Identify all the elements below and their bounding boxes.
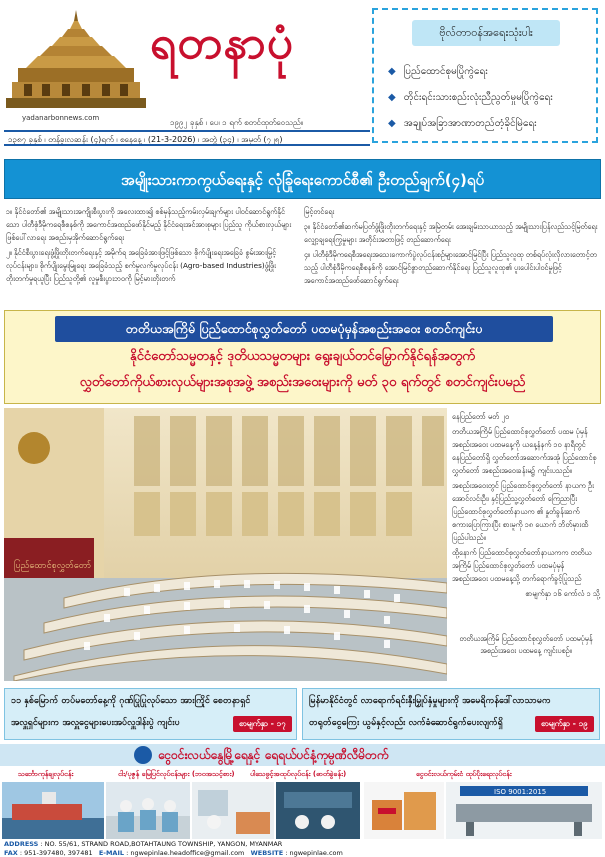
address-value: : NO. 55/61, STRAND ROAD,BOTAHTAUNG TOWNSHIP, YANGON, MYANMAR — [40, 840, 283, 848]
website-label: WEBSITE — [250, 849, 284, 857]
parliament-story-text — [452, 410, 600, 602]
lead-headline: အမျိုးသားကာကွယ်ရေးနှင့် လုံခြုံရေးကောင်စီ၏ ဦးတည်ချက်(၄)ရပ် — [4, 159, 601, 199]
company-advertisement — [0, 744, 605, 857]
photo-caption: တတိယအကြိမ် ပြည်ထောင်စုလွှတ်တော် ပထမပုံမှန်အစည်းအဝေး ပထမနေ့ ကျင်းပစဉ်။ — [459, 634, 593, 655]
diamond-bullet-icon: ◆ — [388, 92, 396, 103]
palace-logo-icon — [6, 10, 146, 110]
story-continued[interactable]: စာမျက်နှာ ၁၆ ကော်လံ ၁ သို့ — [525, 589, 600, 598]
lab-photo — [276, 782, 360, 839]
parliament-headline-box — [4, 310, 601, 404]
fax-label: FAX — [4, 849, 18, 857]
ad-company-name: ငွေဝင်းလယ်နွေမြို့ရေနှင့် ရေရယ်ပင်နံ့ကုမ္ပဏီလီမိတက် — [158, 748, 389, 762]
issue-info-bar: ၁၃၈၇ ခုနှစ် ၊ တန်ခူးလဆန်း (၄)ရက် ၊ စနေနေ့ ၊ (21-3-2026) ၊ အတွဲ (၃၄) ၊ အမှတ် (၇၂၅) — [4, 130, 370, 146]
company-logo-icon — [134, 746, 152, 764]
teaser-donation[interactable] — [4, 688, 297, 740]
parliament-subheadline-1: နိုင်ငံတော်သမ္မတနှင့် ဒုတိယသမ္မတများ ရွေးချယ်တင်မြှောက်နိုင်ရန်အတွက် — [129, 349, 476, 364]
objective-paragraph: ၃။ နိုင်ငံတော်၏ဆက်မပြတ်ဖွံ့ဖြိုးတိုးတက်ရေးနှင့် အမြဲတမ်း အေးချမ်းသာယာသည့် အမျိုးသားပြန်လည်သင့်မြတ်ရေး လျှော့ချရေးကြွမှုများ အတိုင်းအတာဖြင့် တည်ဆောက်ရေး — [304, 222, 598, 244]
website-value[interactable]: : ngwepinlae.com — [285, 849, 343, 857]
teaser-line: အလှူရှင်များက အလှူငွေများပေးအပ်လှူဒါန်းပွဲ ကျင်းပ — [11, 718, 180, 728]
ad-section-label: ငါး/ပုဇွန် မြေပြင်လုပ်ငန်းများ (ဘဝအသင့်စား) — [118, 770, 235, 778]
ad-contact-footer — [0, 840, 605, 857]
port-ship-photo — [2, 782, 104, 839]
objectives-right-column — [304, 205, 599, 289]
teaser-investment[interactable] — [302, 688, 600, 740]
website-url[interactable]: yadanarbonnews.com — [22, 114, 100, 122]
fish-factory-photo — [106, 782, 190, 839]
duty-box-title: ဗိုလ်တာဝန်အရေးသုံးပါး — [412, 20, 560, 46]
parliament-subheadline-2: လွှတ်တော်ကိုယ်စားလှယ်များအစုအဖွဲ့ အစည်းအဝေးများကို မတ် ၃၀ ရက်တွင် စတင်ကျင်းပမည် — [79, 375, 526, 390]
duty-item: ◆ ပြည်ထောင်စုမပြိုကွဲရေး — [388, 66, 488, 77]
objective-paragraph: ၄။ ပါတီစုံဒီမိုကရေစီအရေးအသေးကောက်ပွဲလုပ်ငန်းစဉ်များအောင်မြင်ပြီး ပြည်သူလူထု တစ်ရပ်လုံးလိုလားတောင့်တသည့် ပါတီစုံဒီမိုကရေစီစနစ်ကို အောင်မြင်စွာတည်ဆောက်နိုင်ရေး ပြည်သူလူထု၏ ပူးပေါင်းပါဝင်မှုဖြင့် အကောင်အထည်ဖော်ဆောင်ရွက်ရေး — [304, 250, 597, 285]
iso-badge: ISO 9001:2015 — [494, 788, 547, 796]
duty-item: ◆ အချုပ်အခြာအာဏာတည်တံ့ခိုင်မြဲရေး — [388, 118, 537, 129]
story-paragraph: အစည်းအဝေးတွင် ပြည်ထောင်စုလွှတ်တော် နာယက ဦးအောင်လင်းဦး၊ နှင့်ပြည်သူ့လွှတ်တော် ကြေညာပြီး ပြည်ထောင်စုလွှတ်တော်နာယက ၏ နှုတ်ခွန်းဆက်စကားပြောကြားပြီး စားမူကို ၁၈ ယောက် ဘိတ်မှားထိပြည်ပါသည်။ — [452, 481, 594, 542]
ad-section-label: သင်္ဘောကုန်ချလုပ်ငန်း — [18, 770, 74, 778]
teaser-line: ၁၁ နှစ်မြောက် တပ်မတော်နေ့ကို ဂုဏ်ပြုပြုလုပ်သော အားကြိုင် စေတနာရှင် — [11, 696, 251, 706]
parliament-headline: တတိယအကြိမ် ပြည်ထောင်စုလွှတ်တော် ပထမပုံမှန်အစည်းအဝေး စတင်ကျင်းပ — [55, 316, 553, 342]
ad-section-label: ငွေဝင်းလယ်ကုမ်းငံ ထုပ်ပိုးရေးလုပ်ငန်း — [416, 770, 512, 778]
seafood-processing-photo — [192, 782, 274, 839]
teaser-line: တရုတ်ငွေကြေး ယွမ်နှင့်လည်း လက်ခံဆောင်ရွက်ပေးလျက်ရှိ — [309, 718, 503, 728]
diamond-bullet-icon: ◆ — [388, 66, 396, 77]
story-paragraph: ထို့နောက် ပြည်ထောင်စုလွှတ်တော်နာယကက တတိယအကြိမ် ပြည်ထောင်စုလွှတ်တော် ပထမပုံမှန် အစည်းအဝေး ပထမနေ့သို့ တက်ရောက်ခွင့်ပြုသည် — [452, 548, 592, 583]
objective-paragraph: ၁။ နိုင်ငံတော်၏ အမျိုးသားအကျိုးစီးပွားကို အလေးထား၍ စစ်မှန်သည့်ကမ်းလှမ်းချက်များ ပါဝင်ဆောင်ရွက်နိုင်သော ပါတီစုံဒီမိုကရေစီစနစ်ကို အကောင်အထည်ဖော်နိုင်မည့် နိုင်ငံရေးအင်အားစုများ ပြည်သူ ကိုယ်စားလှယ်များဖြစ်ပေါ်လာရေး အစည်းမှအိုက်ဆောင်ရွက်ရေး — [6, 207, 292, 242]
packaging-machine-photo — [446, 782, 602, 839]
email-value[interactable]: : ngwepinlae.headoffice@gmail.com — [126, 849, 245, 857]
hall-sign: ပြည်ထောင်စုလွှတ်တော် — [14, 561, 92, 571]
story-paragraph: တတိယအကြိမ် ပြည်ထောင်စုလွှတ်တော် ပထမ ပုံမှန်အစည်းအဝေး ပထမနေ့ကို ယနေ့နံနက် ၁၀ နာရီတွင် နေပြည်တော်ရှိ လွှတ်တော်အဆောက်အအုံ ပြည်ထောင်စုလွှတ်တော် အစည်းအဝေးခန်းမ၌ ကျင်းပသည်။ — [452, 427, 597, 475]
teaser-page-badge[interactable]: စာမျက်နှာ - ၁၉ — [535, 716, 594, 732]
email-label: E-MAIL — [98, 849, 125, 857]
teaser-line: မြန်မာနိုင်ငံတွင် လာရောက်ရင်းနှီးမြှုပ်နှံမှုများကို အမေရိကန်ဒေါ်လာသာမက — [309, 696, 551, 706]
address-label: ADDRESS — [4, 840, 39, 848]
teaser-page-badge[interactable]: စာမျက်နှာ - ၁၇ — [233, 716, 292, 732]
ad-section-label: ပါသေဖွင့်အထုပ်လုပ်ငန်း (ဓာတ်ခွဲခန်း) — [250, 770, 347, 778]
objective-paragraph: မြင့်တင်ရေး — [304, 207, 335, 216]
diamond-bullet-icon: ◆ — [388, 118, 396, 129]
founded-date-line: ၁၉၉၂ ခုနှစ် ၊ ပေ၊ ၁ ရက် စတင်ထုတ်ဝေသည်။ — [170, 118, 304, 127]
fax-value: : 951-397480, 397481 — [19, 849, 93, 857]
objectives-left-column — [6, 205, 296, 287]
duty-item: ◆ တိုင်းရင်းသားစည်းလုံးညီညွတ်မှုမပြိုကွဲရေး — [388, 92, 553, 103]
parliament-hall-photo — [4, 408, 447, 681]
objective-paragraph: ၂။ နိုင်ငံစီးပွားရေးဖွံ့ဖြိုးတိုးတက်ရေးနှင့် အမိုက်ရ အခြေခံအားဖြင့်ဖြစ်သော စိုက်ပျိုးရေးအခြေခံ စွမ်းအားမြှင့်လုပ်ငန်းများ၊ စိုက်ပျိုးမွေးမြူရေး အခြေခံသည့် စက်မှုလက်မှုလုပ်ငန်း (Agro-based Industries)ဖွံ့ဖြိုးတိုးတက်မှုရယူပြီး ပြည်သူတို့၏ လူမှုစီးပွားဘဝကို မြင့်မားတိုးတက် — [6, 248, 277, 283]
ad-header — [0, 744, 605, 766]
duty-box — [372, 8, 598, 143]
story-paragraph: နေပြည်တော် မတ် ၂၀ — [452, 412, 509, 421]
product-boxes-photo — [364, 782, 444, 839]
newspaper-title: ရတနာပုံ — [150, 15, 295, 69]
